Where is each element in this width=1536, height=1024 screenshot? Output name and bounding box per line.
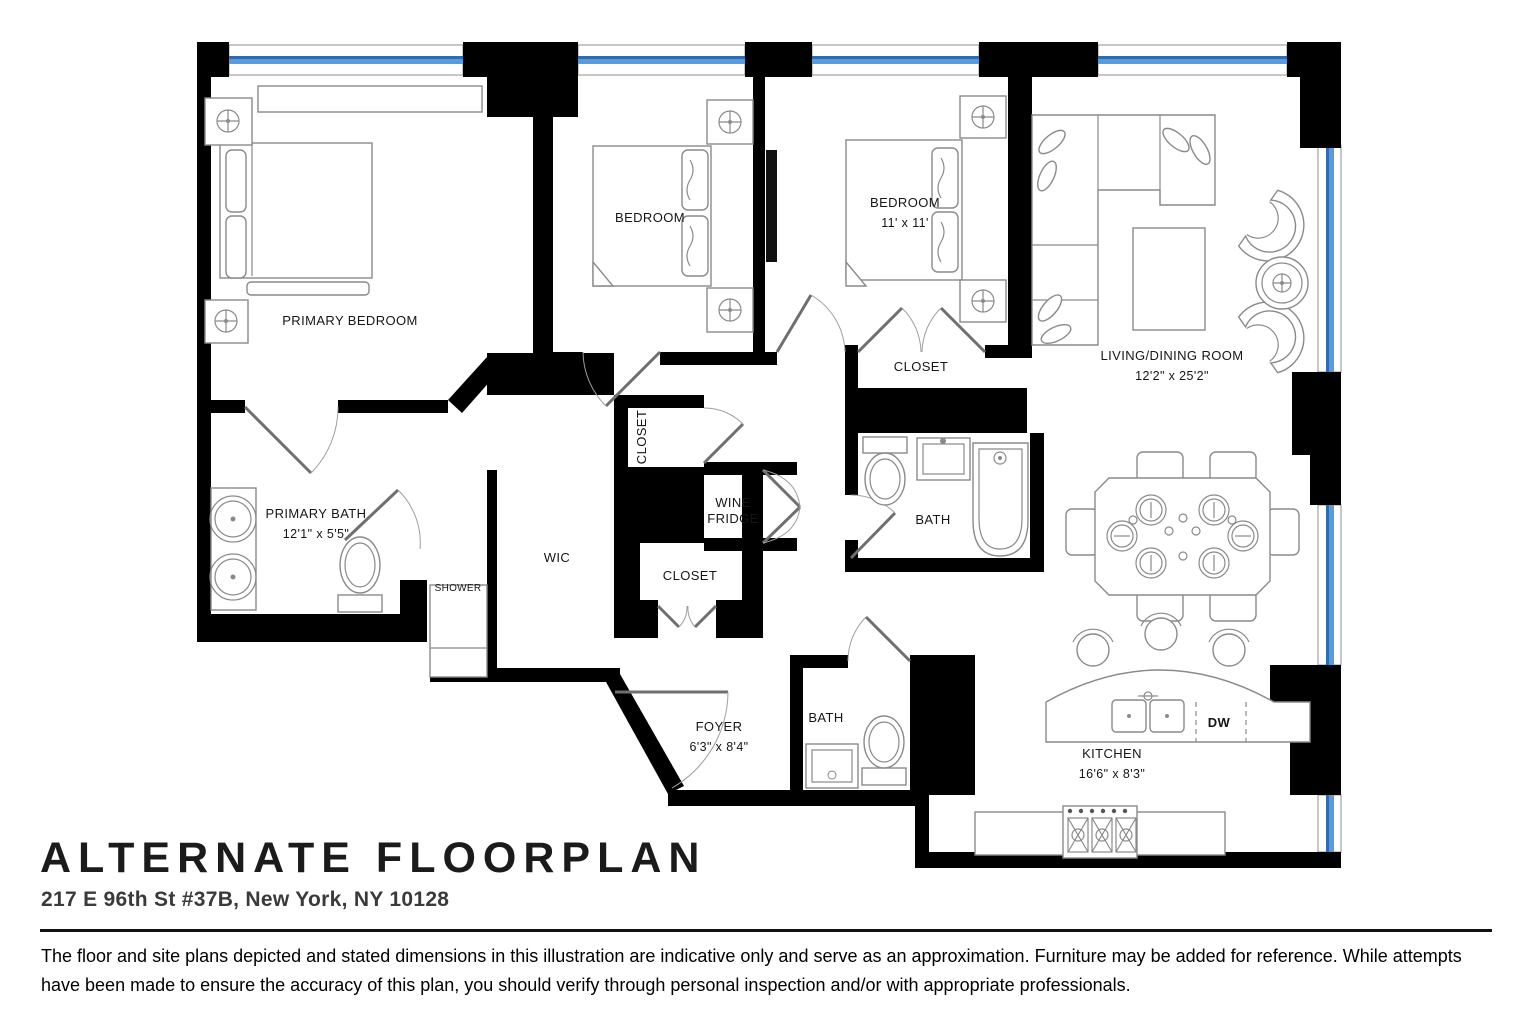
label-bath-upper: BATH bbox=[915, 512, 951, 527]
primary-bedroom-furniture bbox=[205, 86, 482, 343]
tv bbox=[766, 150, 777, 262]
disclaimer-line-1: The floor and site plans depicted and stated dimensions in this illustration are indicative only and serve as an approximation. Furniture may be added for reference. While attempts bbox=[41, 946, 1462, 966]
address-line: 217 E 96th St #37B, New York, NY 10128 bbox=[41, 888, 450, 911]
label-kitchen: KITCHEN bbox=[1082, 746, 1142, 761]
dresser bbox=[258, 86, 482, 112]
page-title: ALTERNATE FLOORPLAN bbox=[40, 834, 707, 882]
label-bath-lower: BATH bbox=[808, 710, 844, 725]
bath-lower-fixtures bbox=[806, 716, 906, 788]
disclaimer-line-2: have been made to ensure the accuracy of this plan, you should verify through personal inspection and/or with appropriate professionals. bbox=[41, 975, 1131, 995]
bench bbox=[247, 282, 369, 295]
bath-upper-fixtures bbox=[863, 437, 1028, 556]
label-primary-bath: PRIMARY BATH bbox=[265, 506, 367, 521]
toilet bbox=[862, 768, 906, 785]
label-living-dining: LIVING/DINING ROOM bbox=[1100, 348, 1244, 363]
disclaimer bbox=[41, 942, 1511, 1000]
living-dining-furniture bbox=[1032, 115, 1318, 621]
range bbox=[1063, 806, 1137, 858]
label-closet-lower: CLOSET bbox=[662, 568, 718, 583]
divider-rule bbox=[40, 929, 1492, 932]
label-foyer: FOYER bbox=[695, 719, 743, 734]
label-wic: WIC bbox=[543, 550, 571, 565]
shower-stall bbox=[430, 585, 487, 677]
bathtub bbox=[973, 443, 1028, 556]
label-dishwasher: DW bbox=[1207, 715, 1231, 730]
label-primary-bedroom: PRIMARY BEDROOM bbox=[282, 313, 418, 328]
label-closet-hall: CLOSET bbox=[634, 409, 649, 465]
label-bedroom-2: BEDROOM bbox=[870, 195, 940, 210]
label-bedroom-mid: BEDROOM bbox=[615, 210, 685, 225]
label-bedroom-2-dims: 11' x 11' bbox=[881, 216, 929, 230]
label-wine-fridge-2: FRIDGE bbox=[707, 511, 759, 526]
label-wine-fridge-1: WINE bbox=[715, 495, 751, 510]
label-primary-bath-dims: 12'1" x 5'5" bbox=[282, 527, 350, 541]
toilet bbox=[338, 595, 382, 612]
label-closet-bedroom2: CLOSET bbox=[893, 359, 949, 374]
label-shower: SHOWER bbox=[434, 583, 482, 594]
vanity bbox=[211, 488, 256, 610]
coffee-table bbox=[1133, 228, 1205, 330]
kitchen-furniture bbox=[975, 613, 1310, 858]
label-foyer-dims: 6'3" x 8'4" bbox=[689, 740, 749, 754]
label-kitchen-dims: 16'6" x 8'3" bbox=[1078, 767, 1146, 781]
label-living-dining-dims: 12'2" x 25'2" bbox=[1135, 369, 1209, 383]
toilet bbox=[863, 437, 907, 453]
